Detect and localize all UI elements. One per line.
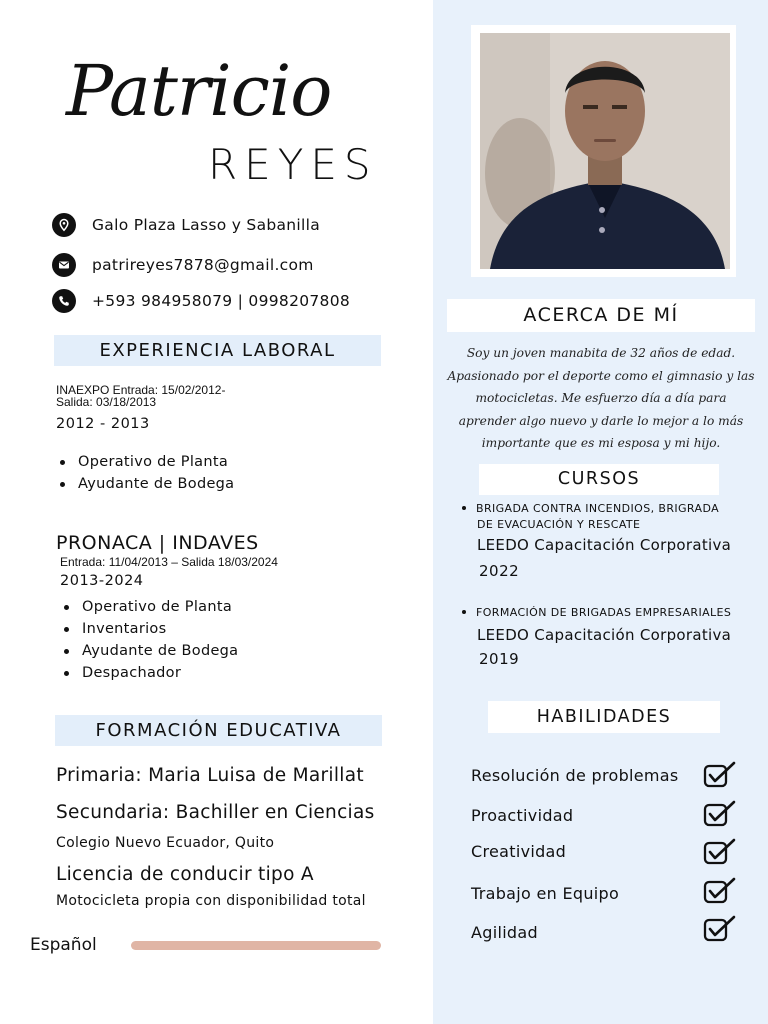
course2-title <box>462 605 744 621</box>
job1-duties <box>56 451 234 495</box>
list-item: Ayudante de Bodega <box>60 640 238 662</box>
job2-dates: Entrada: 11/04/2013 – Salida 18/03/2024 <box>60 555 278 569</box>
skill-item: Trabajo en Equipo <box>471 884 620 903</box>
course1-org: LEEDO Capacitación Corporativa <box>477 536 732 554</box>
checkbox-checked-icon <box>703 799 737 829</box>
education-school: Colegio Nuevo Ecuador, Quito <box>56 835 275 851</box>
checkbox-checked-icon <box>703 837 737 867</box>
vehicle-note: Motocicleta propia con disponibilidad total <box>56 893 366 909</box>
driver-license: Licencia de conducir tipo A <box>56 864 314 885</box>
language-label: Español <box>30 935 97 955</box>
first-name: Patricio <box>66 50 332 132</box>
skill-item: Proactividad <box>471 806 574 825</box>
contact-phone <box>52 289 350 313</box>
skill-item: Agilidad <box>471 923 538 942</box>
list-item: Despachador <box>60 662 238 684</box>
education-primary: Primaria: Maria Luisa de Marillat <box>56 765 364 786</box>
job1-period: 2012 - 2013 <box>56 416 150 432</box>
courses-heading: CURSOS <box>479 464 719 495</box>
contact-email <box>52 253 314 277</box>
experience-heading: EXPERIENCIA LABORAL <box>54 335 381 366</box>
list-item: Inventarios <box>60 618 238 640</box>
education-heading: FORMACIÓN EDUCATIVA <box>55 715 382 746</box>
last-name: REYES <box>208 140 378 189</box>
course2-year: 2019 <box>479 650 520 668</box>
education-secondary: Secundaria: Bachiller en Ciencias <box>56 802 375 823</box>
skills-heading: HABILIDADES <box>488 701 720 733</box>
email-link[interactable]: patrireyes7878@gmail.com <box>92 256 314 274</box>
location-pin-icon <box>52 213 76 237</box>
skill-item: Creatividad <box>471 842 567 861</box>
about-heading: ACERCA DE MÍ <box>447 299 755 332</box>
list-item: Ayudante de Bodega <box>56 473 234 495</box>
course2-org: LEEDO Capacitación Corporativa <box>477 626 732 644</box>
job1-dates-line2: Salida: 03/18/2013 <box>56 395 157 409</box>
list-item: Operativo de Planta <box>60 596 238 618</box>
course1-title-line2: DE EVACUACIÓN Y RESCATE <box>477 518 641 531</box>
language-level-bar <box>131 941 381 950</box>
skill-item: Resolución de problemas <box>471 766 679 785</box>
course1-title-line1: BRIGADA CONTRA INCENDIOS, BRIGRADA <box>476 502 720 515</box>
checkbox-checked-icon <box>703 876 737 906</box>
about-text: Soy un joven manabita de 32 años de edad. Apasionado por el deporte como el gimnasio y las motocicletas. Me esfuerzo día a día para aprender algo nuevo y darle lo mejor a lo más importante que es mi esposa y mi hijo. <box>447 346 755 450</box>
bullet-icon <box>462 610 466 614</box>
list-item: Operativo de Planta <box>56 451 234 473</box>
bullet-icon <box>462 506 466 510</box>
address-text: Galo Plaza Lasso y Sabanilla <box>92 216 321 234</box>
checkbox-checked-icon <box>703 760 737 790</box>
course1-title <box>462 501 744 517</box>
checkbox-checked-icon <box>703 914 737 944</box>
contact-address <box>52 213 320 237</box>
phone-icon <box>52 289 76 313</box>
course1-year: 2022 <box>479 562 520 580</box>
job2-duties <box>60 596 238 684</box>
profile-photo <box>480 33 730 269</box>
job1-dates-line1: INAEXPO Entrada: 15/02/2012- <box>56 383 226 397</box>
course2-title-line1: FORMACIÓN DE BRIGADAS EMPRESARIALES <box>476 606 732 619</box>
job2-period: 2013-2024 <box>60 573 144 589</box>
job2-company: PRONACA | INDAVES <box>56 532 259 554</box>
mail-icon <box>52 253 76 277</box>
phone-text: +593 984958079 | 0998207808 <box>92 292 351 310</box>
